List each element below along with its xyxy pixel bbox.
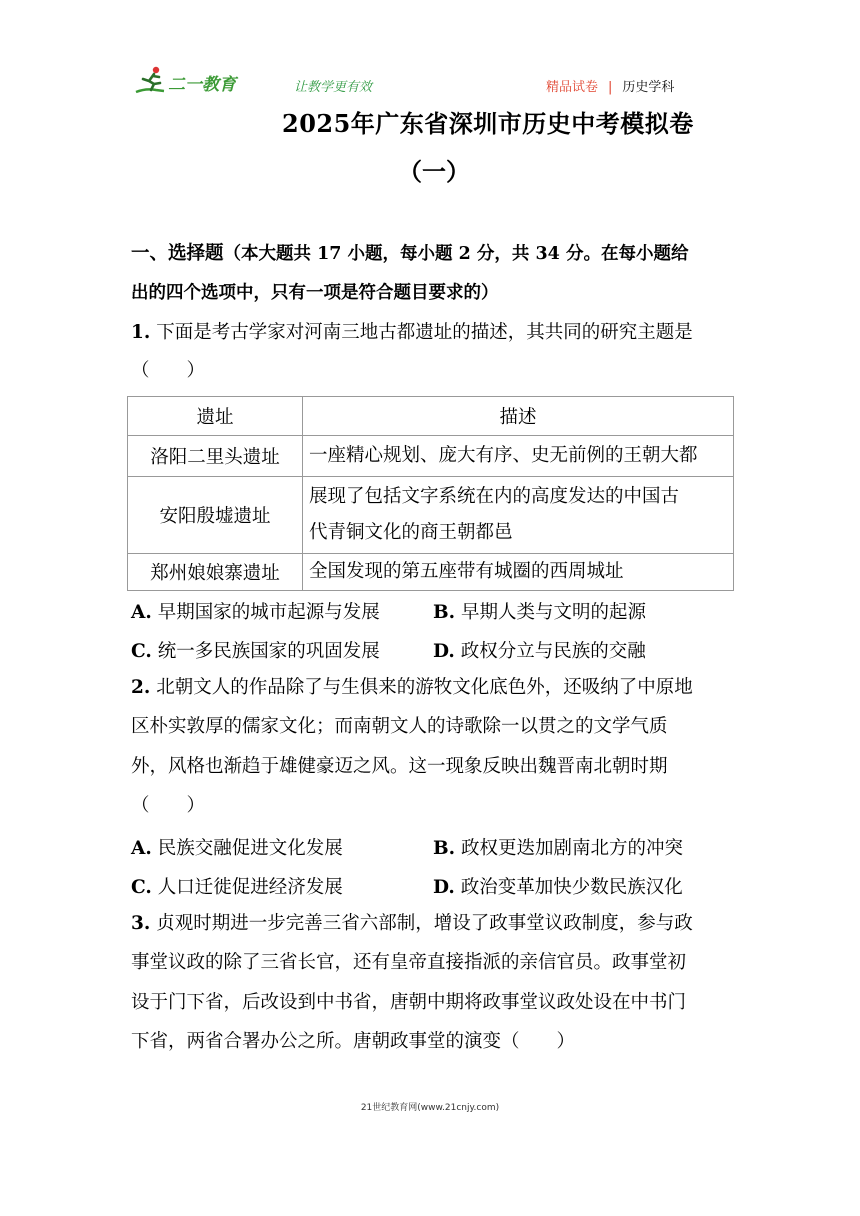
question-1-number: 1. (131, 322, 151, 343)
table-cell-site: 洛阳二里头遗址 (128, 436, 303, 477)
q1-option-a: A. 早期国家的城市起源与发展 (131, 602, 380, 623)
logo-text: 二一教育 (168, 75, 236, 95)
tag-subject: 历史学科 (622, 80, 675, 95)
question-3-number: 3. (131, 913, 151, 934)
slogan: 让教学更有效 (294, 80, 373, 95)
tag-quality: 精品试卷 (546, 80, 599, 95)
question-1-blank: （ ） (131, 360, 206, 381)
table-cell-desc-line-2: 代青铜文化的商王朝都邑 (309, 522, 513, 543)
table-row (128, 477, 734, 554)
page-title: 2025年广东省深圳市历史中考模拟卷 (282, 109, 694, 138)
table-row (128, 436, 734, 477)
header-tag (546, 76, 674, 95)
table-header-row (128, 397, 734, 436)
question-3-line-4: 下省，两省合署办公之所。唐朝政事堂的演变（ ） (131, 1031, 576, 1052)
page-subtitle: （一） (398, 157, 470, 186)
q1-option-c: C. 统一多民族国家的巩固发展 (131, 641, 380, 662)
table-cell-desc-line-1: 展现了包括文字系统在内的高度发达的中国古 (309, 486, 680, 507)
table-header-site: 遗址 (128, 397, 303, 436)
question-2-line-1: 2. 北朝文人的作品除了与生俱来的游牧文化底色外，还吸纳了中原地 (131, 677, 693, 698)
q1-option-d: D. 政权分立与民族的交融 (433, 641, 646, 662)
q1-option-b: B. 早期人类与文明的起源 (433, 602, 646, 623)
question-2-number: 2. (131, 677, 151, 698)
q2-option-b: B. 政权更迭加剧南北方的冲突 (433, 838, 683, 859)
runner-logo-icon (134, 64, 168, 98)
table-cell-site: 安阳殷墟遗址 (128, 477, 303, 554)
section-heading-line (131, 243, 688, 265)
table-cell-desc: 一座精心规划、庞大有序、史无前例的王朝大都 (303, 436, 734, 477)
table-cell-site: 郑州娘娘寨遗址 (128, 554, 303, 591)
footer-source: 21世纪教育网(www.21cnjy.com) (360, 1103, 500, 1113)
logo (134, 64, 244, 98)
q2-option-d: D. 政治变革加快少数民族汉化 (433, 877, 683, 898)
question-3-line-1: 3. 贞观时期进一步完善三省六部制，增设了政事堂议政制度，参与政 (131, 913, 693, 934)
question-2-line-2: 区朴实敦厚的儒家文化；而南朝文人的诗歌除一以贯之的文学气质 (131, 716, 668, 737)
table-header-desc: 描述 (303, 397, 734, 436)
question-2-blank: （ ） (131, 795, 206, 816)
section-heading: 一、选择题 (131, 243, 224, 264)
table-cell-desc: 全国发现的第五座带有城圈的西周城址 (303, 554, 734, 591)
question-3-line-3: 设于门下省，后改设到中书省，唐朝中期将政事堂议政处设在中书门 (131, 992, 687, 1013)
question-3-line-2: 事堂议政的除了三省长官，还有皇帝直接指派的亲信官员。政事堂初 (131, 952, 687, 973)
question-2-line-3: 外，风格也渐趋于雄健豪迈之风。这一现象反映出魏晋南北朝时期 (131, 756, 668, 777)
table-row (128, 554, 734, 591)
section-desc-2: 出的四个选项中，只有一项是符合题目要求的） (131, 283, 499, 303)
question-1-line-1 (131, 322, 693, 344)
q2-option-c: C. 人口迁徙促进经济发展 (131, 877, 343, 898)
tag-separator: | (608, 80, 613, 95)
table-cell-desc (303, 477, 734, 554)
sites-table (127, 396, 734, 591)
question-1-text: 下面是考古学家对河南三地古都遗址的描述，其共同的研究主题是 (156, 322, 693, 343)
section-desc-1: （本大题共 17 小题，每小题 2 分，共 34 分。在每小题给 (223, 244, 689, 264)
q2-option-a: A. 民族交融促进文化发展 (131, 838, 343, 859)
